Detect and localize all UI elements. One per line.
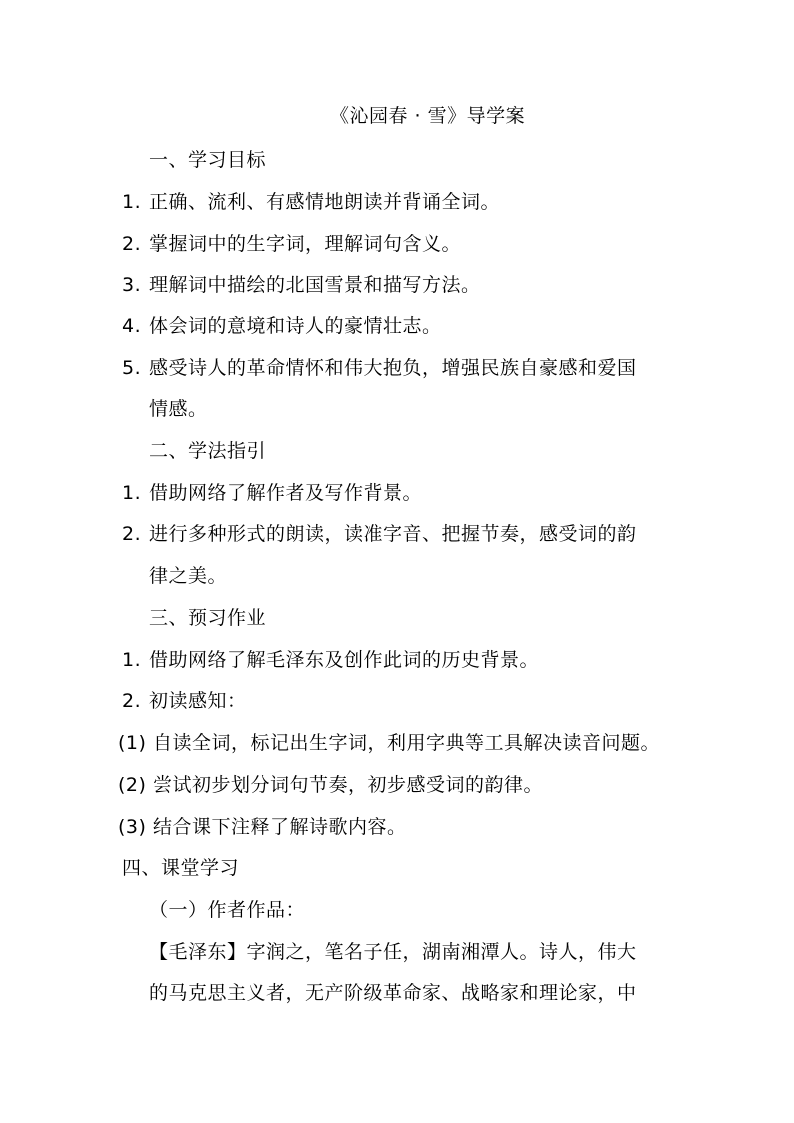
- sub-list-item-number: (3): [118, 816, 147, 838]
- list-item: [122, 314, 442, 338]
- list-item: [122, 356, 637, 380]
- list-item-number: 4.: [122, 315, 142, 337]
- list-item-continuation: 律之美。: [149, 565, 228, 587]
- list-item-continuation: 情感。: [149, 398, 208, 420]
- list-item-number: 2.: [122, 523, 142, 545]
- sub-list-item-number: (2): [118, 774, 147, 796]
- section-heading-classroom: 四、课堂学习: [122, 857, 240, 879]
- sub-list-item: [118, 731, 660, 755]
- list-item-number: 2.: [122, 690, 142, 712]
- list-item: [122, 232, 461, 256]
- list-item-number: 1.: [122, 482, 142, 504]
- section-heading-methods: 二、学法指引: [149, 440, 267, 462]
- list-item-text: 借助网络了解作者及写作背景。: [149, 482, 423, 504]
- list-item-text: 正确、流利、有感情地朗读并背诵全词。: [149, 191, 501, 213]
- sub-list-item-text: 尝试初步划分词句节奏，初步感受词的韵律。: [152, 774, 543, 796]
- list-item-number: 2.: [122, 233, 142, 255]
- section-heading-preview: 三、预习作业: [149, 607, 267, 629]
- list-item: [122, 522, 637, 546]
- list-item-number: 1.: [122, 191, 142, 213]
- sub-list-item-text: 自读全词，标记出生字词，利用字典等工具解决读音问题。: [152, 732, 660, 754]
- list-item: [122, 648, 539, 672]
- list-item-number: 1.: [122, 649, 142, 671]
- list-item-text: 掌握词中的生字词，理解词句含义。: [149, 233, 462, 255]
- list-item-text: 体会词的意境和诗人的豪情壮志。: [149, 315, 442, 337]
- sub-list-item: [118, 773, 543, 797]
- list-item-text: 初读感知：: [149, 690, 247, 712]
- list-item: [122, 481, 422, 505]
- list-item-text: 理解词中描绘的北国雪景和描写方法。: [149, 274, 481, 296]
- section-heading-objectives: 一、学习目标: [149, 149, 267, 171]
- list-item-number: 5.: [122, 357, 142, 379]
- sub-list-item: [118, 815, 406, 839]
- list-item-text: 借助网络了解毛泽东及创作此词的历史背景。: [149, 649, 540, 671]
- paragraph-line: 的马克思主义者，无产阶级革命家、战略家和理论家，中: [149, 982, 637, 1004]
- sub-heading-author: （一）作者作品：: [149, 899, 306, 921]
- paragraph-line: 【毛泽东】字润之，笔名子任，湖南湘潭人。诗人，伟大: [149, 941, 637, 963]
- list-item: [122, 273, 481, 297]
- sub-list-item-text: 结合课下注释了解诗歌内容。: [152, 816, 407, 838]
- list-item-text: 感受诗人的革命情怀和伟大抱负，增强民族自豪感和爱国: [149, 357, 637, 379]
- list-item: [122, 689, 247, 713]
- list-item-number: 3.: [122, 274, 142, 296]
- sub-list-item-number: (1): [118, 732, 147, 754]
- list-item: [122, 190, 500, 214]
- document-title: 《沁园春 · 雪》导学案: [330, 105, 526, 127]
- list-item-text: 进行多种形式的朗读，读准字音、把握节奏，感受词的韵: [149, 523, 637, 545]
